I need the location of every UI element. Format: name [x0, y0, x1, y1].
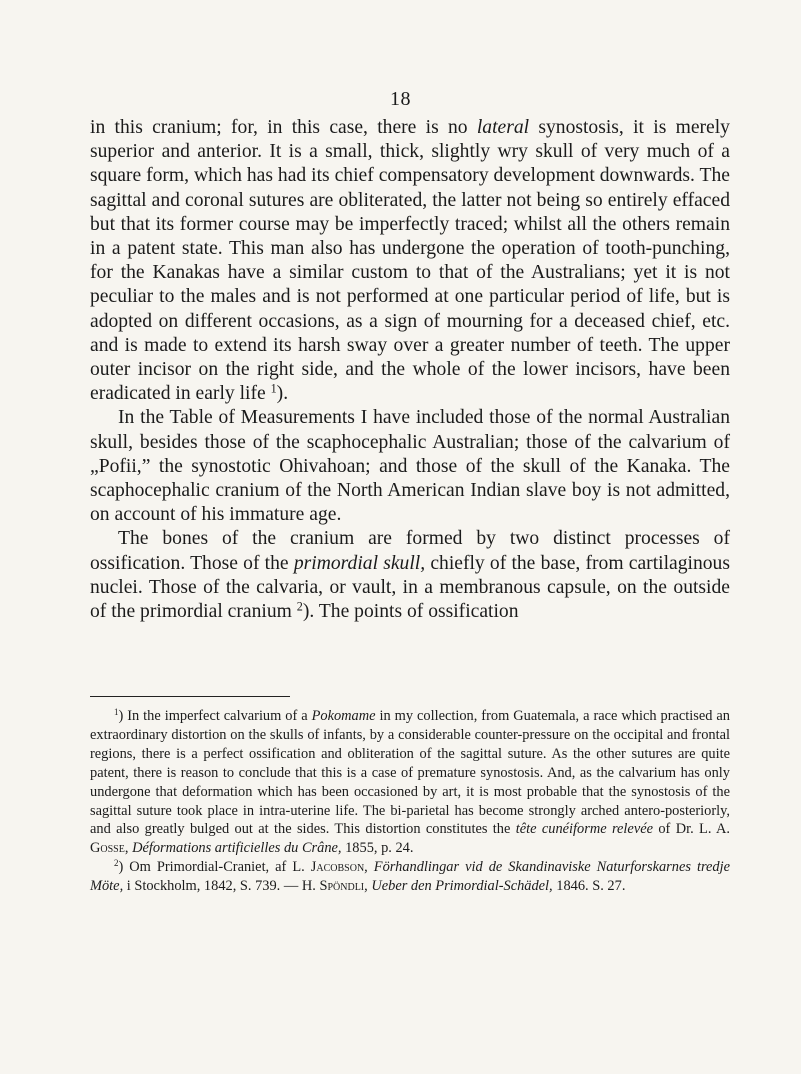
- footnote-ref-1: 1: [270, 381, 277, 396]
- emphasis: Förhandlingar vid de Skandinaviske Naturforskarnes tredje Möte,: [90, 859, 731, 895]
- footnote-2: [90, 858, 730, 896]
- paragraph-2: In the Table of Measurements I have included those of the normal Australian skull, besides those of the scaphocephalic Australian; those of the calvarium of „Pofii,” the synostotic Ohivahoan; and those of the skull of the Kanaka. The scaphocephalic cranium of the North American Indian slave boy is not admitted, on account of his immature age.: [90, 407, 730, 526]
- emphasis: Ueber den Primordial-Schädel,: [371, 878, 553, 895]
- paragraph-3: [90, 527, 730, 624]
- footnotes: [90, 707, 730, 896]
- page-number: 18: [390, 88, 411, 110]
- footnote-mark: 1: [114, 707, 119, 718]
- text-run: in this cranium; for, in this case, there is no: [90, 117, 477, 138]
- text-run: i Stockholm, 1842, S. 739. — H.: [123, 878, 320, 895]
- text-run: ,: [364, 878, 372, 895]
- author-name: Jacobson: [310, 859, 365, 876]
- text-run: The bones of the cranium are formed by two distinct processes of ossification. Those of the: [90, 528, 730, 574]
- text-run: 1846. S. 27.: [552, 878, 626, 895]
- body-text: [90, 116, 730, 624]
- paragraph-1: [90, 116, 730, 406]
- text-run: synostosis, it is merely superior and anterior. It is a small, thick, slightly wry skull of very much of a square form, which has had its chief compensatory development downwards. The sagittal and coronal sutures are obliterated, the latter not being so entirely effaced but that its former course may be imperfectly traced; whilst all the others remain in a patent state. This man also has undergone the operation of tooth-punching, for the Kanakas have a similar custom to that of the Australians; yet it is not peculiar to the males and is not performed at one particular period of life, but is adopted on different occasions, as a sign of mourning for a deceased chief, etc. and is made to extend its harsh sway over a greater number of teeth. The upper outer incisor on the right side, and the whole of the lower incisors, have been eradicated in early life: [90, 117, 730, 405]
- author-name: Spöndli: [319, 878, 365, 895]
- emphasis: Déformations artificielles du Crâne,: [132, 840, 342, 857]
- text-run: of Dr. L. A.: [652, 821, 730, 838]
- text-run: ). The points of ossification: [302, 601, 519, 623]
- footnote-separator: [90, 696, 290, 697]
- footnote-mark: 2: [114, 858, 119, 869]
- author-name: Gosse: [90, 840, 125, 857]
- text-run: ,: [124, 840, 133, 857]
- text-run: in my collection, from Guatemala, a race which practised an extraordinary distortion on the skulls of infants, by a considerable counter-pressure on the occipital and frontal regions, there is a perfect ossification and obliteration of the sagittal suture. As the other sutures are quite patent, there is reason to conclude that this is a case of premature synostosis. And, as the calvarium has only undergone that deformation which has been occasioned by art, it is most probable that the synostosis of the sagittal suture took place in intra-uterine life. The bi-parietal has become strongly arched antero-posteriorly, and also greatly bulged out at the sides. This distortion constitutes the: [90, 708, 730, 838]
- text-run: ).: [276, 383, 289, 405]
- emphasis: tête cunéiforme relevée: [515, 821, 653, 838]
- text-run: chiefly of the base, from cartilaginous nuclei. Those of the calvaria, or vault, in a membranous capsule, on the outside of the primordial cranium: [90, 552, 730, 623]
- text-run: 1855, p. 24.: [341, 840, 414, 857]
- footnote-ref-2: 2: [296, 599, 303, 614]
- text-run: ,: [364, 859, 374, 876]
- footnote-1: [90, 707, 730, 858]
- text-run: ) Om Primordial-Craniet, af L.: [118, 859, 311, 876]
- text-run: ) In the imperfect calvarium of a: [118, 708, 312, 724]
- emphasis: Pokomame: [311, 708, 376, 724]
- emphasis: lateral: [476, 117, 530, 138]
- emphasis: primordial skull,: [293, 552, 426, 574]
